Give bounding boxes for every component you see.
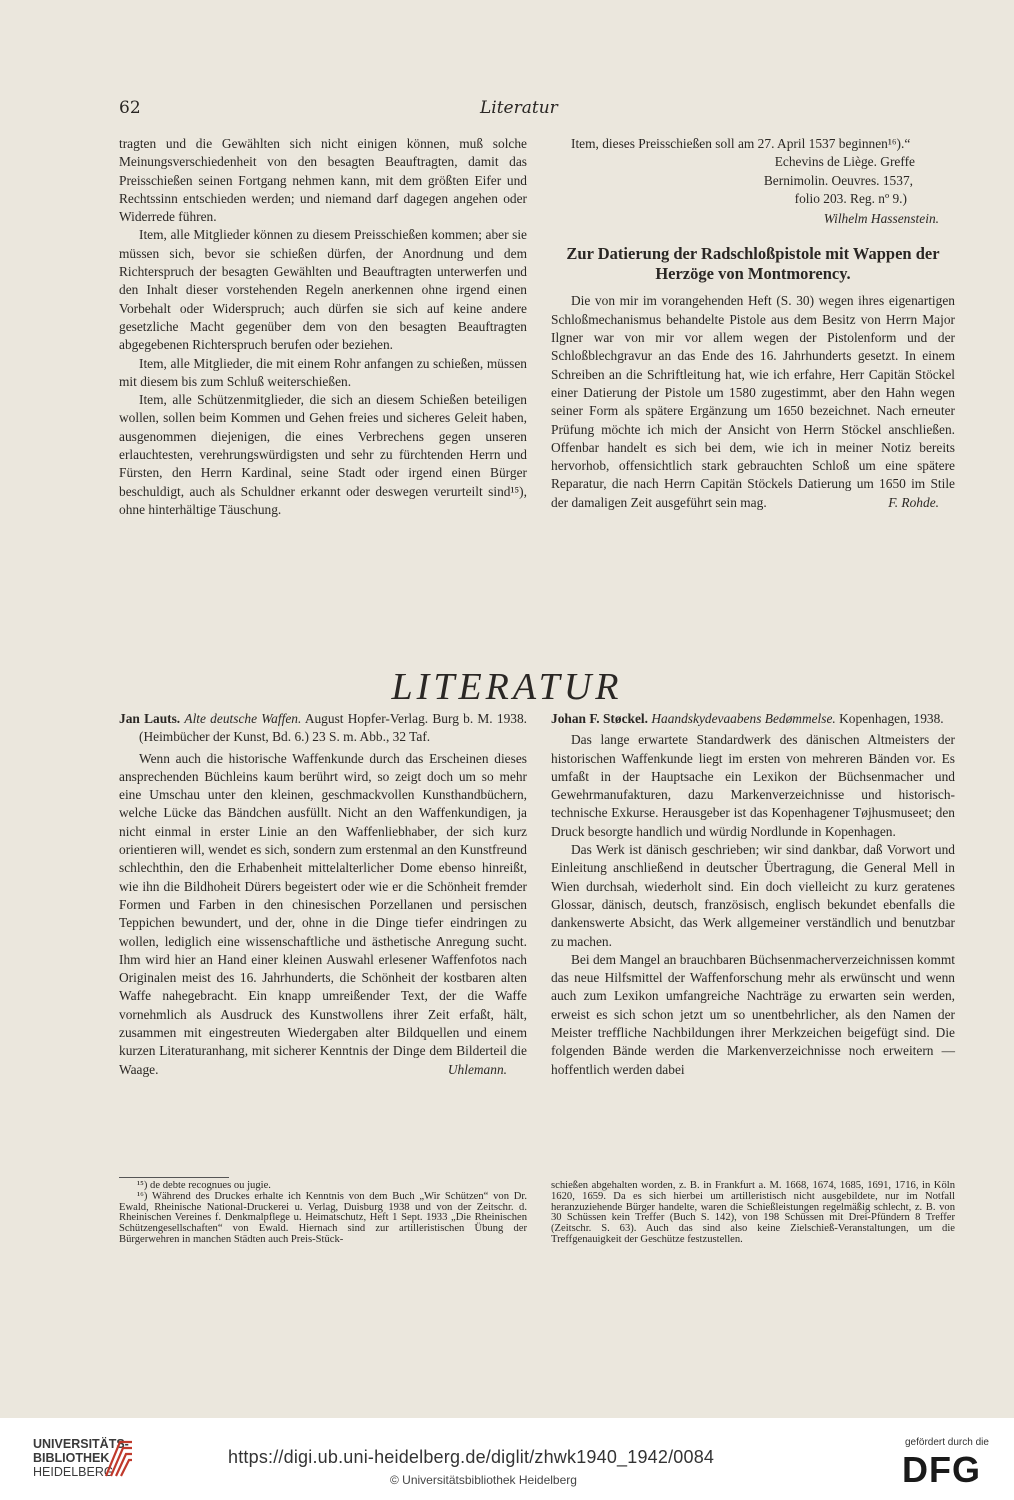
review-biblio: Kopenhagen, 1938. — [839, 711, 944, 726]
source-line: Bernimolin. Oeuvres. 1537, — [763, 172, 913, 188]
permalink[interactable]: https://digi.ub.uni-heidelberg.de/diglit/zhwk1940_1942/0084 — [228, 1447, 715, 1467]
review-biblio: August Hopfer-Verlag. Burg b. M. 1938. (Heimbücher der Kunst, Bd. 6.) 23 S. m. Abb., 32 Taf. — [139, 711, 528, 745]
section-title: LITERATUR — [391, 666, 623, 708]
copyright-notice: © Universitätsbibliothek Heidelberg — [390, 1473, 577, 1487]
footnotes-left — [119, 1181, 527, 1246]
footnote: ¹⁵) de debte recognues ou jugie. — [137, 1180, 271, 1191]
footnote: schießen abgehalten worden, z. B. in Frankfurt a. M. 1668, 1674, 1685, 1691, 1716, in Köln 1620, 1659. Da es sich hierbei um artilleristisch nicht ausgebildete, nur im Notfall heranzuziehende Bürger handelte, waren die Schießleistungen regelmäßig schlecht, z. B. von 30 Schüssen kein Treffer (Buch S. 142), von 198 Schüssen mit Drei-Pfündern 8 Treffer (Zeitschr. S. 63). Auch das sind also keine Zielschieß-Veranstaltungen, um die Treffgenauigkeit der Geschütze festzustellen. — [551, 1180, 955, 1245]
funding-label: gefördert durch die — [905, 1437, 989, 1448]
article-heading: Zur Datierung der Radschloßpistole mit Wappen der Herzöge von Montmorency. — [566, 244, 940, 284]
logo-line: UNIVERSITÄTS- — [33, 1437, 129, 1451]
paragraph: Item, alle Schützenmitglieder, die sich an diesem Schießen beteiligen wollen, sollen beim Kommen und Gehen freies und sicheres Geleit haben, ausgenommen diejenigen, die eines Verbrechens gegen unseren erlauchtesten, verehrungswürdigsten und sehr zu fürchtenden Herrn und Fürsten, den Herrn Kardinal, seine Stadt oder irgend einen Bürger beschuldigt, auch als Schuldner erkannt oder deswegen verurteilt sind¹⁵), ohne hinterhältige Täuschung. — [119, 392, 527, 517]
column-right-top — [551, 135, 955, 512]
footnotes-right — [551, 1181, 955, 1246]
running-head: Literatur — [480, 98, 558, 118]
footnote: ¹⁶) Während des Druckes erhalte ich Kenntnis von dem Buch „Wir Schützen“ von Dr. Ewald, Rheinische National-Druckerei u. Verlag, Duisburg 1938 und von der Zeitschr. d. Rheinischen Vereines f. Denkmalpflege u. Heimatschutz, Heft 1 Sept. 1933 „Die Rheinischen Schützengesellschaften“ von Ewald. Hiernach sind zur artilleristischen Übung der Bürgerwehren in manchen Städten auch Preis-Stück- — [119, 1190, 527, 1245]
paragraph: tragten und die Gewählten sich nicht einigen können, muß solche Meinungsverschiedenheit von den besagten Beauftragten, damit das Preisschießen seinen Fortgang nehmen kann, mit dem größten Eifer und Rechtssinn entschieden werden; und niemand darf dagegen angehen oder Widerrede führen. — [119, 136, 527, 225]
paragraph: Item, alle Mitglieder, die mit einem Rohr anfangen zu schießen, müssen mit diesem bis zum Schluß weiterschießen. — [119, 355, 527, 389]
source-line: folio 203. Reg. nº 9.) — [794, 190, 907, 206]
signature: Wilhelm Hassenstein. — [823, 211, 939, 227]
review-citation — [551, 710, 955, 728]
footnote-rule — [119, 1177, 229, 1178]
paragraph: Item, dieses Preisschießen soll am 27. April 1537 beginnen¹⁶).“ — [571, 136, 911, 151]
review-title: Haandskydevaabens Bedømmelse. — [651, 711, 836, 726]
column-left-bottom — [119, 710, 527, 1079]
review-title: Alte deutsche Waffen. — [184, 711, 302, 726]
paragraph-text: Die von mir im vorangehenden Heft (S. 30) wegen ihres eigenartigen Schloßmechanismus behandelte Pistole aus dem Besitz von Herrn Major Ilgner war von mir vor allem wegen der Pistolenform und der Schloßblechgravur an das Ende des 16. Jahrhunderts gesetzt. In einem Schreiben an die Schriftleitung hat, wie ich erfahre, Herr Capitän Stöckel einer Datierung der Pistole um 1580 zugestimmt, aber den Hahn wegen seiner Form als spätere Ergänzung um 1650 bezeichnet. Nach erneuter Prüfung möchte ich mich der Ansicht von Herrn Stöckel anschließen. Offenbar handelt es sich bei dem, wie ich in meiner Notiz bereits hervorhob, offensichtlich stark gebrauchten Schloß um eine spätere Reparatur, die nach Herrn Capitän Stöckels Datierung um 1650 im Stile der damaligen Zeit ausgeführt sein mag. — [551, 293, 955, 510]
library-emblem-icon — [102, 1436, 136, 1480]
paragraph: Das Werk ist dänisch geschrieben; wir sind dankbar, daß Vorwort und Einleitung anschließend in deutscher Übertragung, die General Mell in Wien durchsah, wiederholt sind. Ein doch vielleicht zu kurz geratenes Glossar, dänisch, deutsch, französisch, englisch bekundet ebenfalls die dankenswerte Absicht, das Werk allgemeiner verständlich und benutzbar zu machen. — [551, 842, 955, 949]
paragraph — [551, 292, 955, 512]
paragraph-text: Wenn auch die historische Waffenkunde durch das Erscheinen dieses ansprechenden Büchleins kaum berührt wird, so zeigt doch um so mehr eine Umschau unter den kleinen, geschmackvollen Kunsthandbüchern, welche Lücke das Bändchen ausfüllt. Nicht an den Waffenkundigen, ja nicht einmal in erster Linie an den Waffenliebhaber, der sich kurz orientieren will, wendet es sich, sondern zum erstenmal an den Kunstfreund schlechthin, den die Erhabenheit mittelalterlicher Dome ebenso hinreißt, wie ihn die Bildhoheit Dürers begeistert oder wie er die Schönheit fremder Formen und Farben in den chinesischen Porzellanen und persischen Teppichen bewundert, und der, ohne in die Dinge tiefer eindringen zu wollen, lediglich eine wissenschaftliche und ästhetische Anregung sucht. Ihm wird hier an Hand einer kleinen Auswahl erlesener Waffenfotos nach Originalen meist des 16. Jahrhunderts, die Schönheit der kostbaren alten Waffe nahegebracht. Ein knapp umreißender Text, der die Waffe vornehmlich als Ausdruck des Kunstwollens ihrer Zeit erfaßt, hält, zusammen mit eingestreuten Wiedergaben alter Bildquellen und einem kurzen Literaturanhang, mit sicherer Kenntnis der Dinge dem Bilderteil die Waage. — [119, 750, 527, 1077]
logo-line: HEIDELBERG — [33, 1465, 114, 1479]
source-line: Echevins de Liège. Greffe — [774, 154, 915, 170]
signature: F. Rohde. — [888, 494, 939, 510]
paragraph: Das lange erwartete Standardwerk des dänischen Altmeisters der historischen Waffenkunde liegt im ersten von mehreren Bänden vor. Es umfaßt in der Hauptsache ein Lexikon der Büchsenmacher und Gewehrmanufakturen, dazu Markenverzeichnisse und historisch-technische Exkurse. Herausgeber ist das Kopenhagener Tøjhusmuseet; den Druck besorgte handlich und würdig Nordlunde in Kopenhagen. — [551, 732, 955, 839]
review-author: Jan Lauts. — [119, 711, 181, 726]
dfg-logo[interactable]: DFG — [902, 1449, 981, 1490]
column-right-bottom — [551, 710, 955, 1079]
paragraph: Item, alle Mitglieder können zu diesem Preisschießen kommen; aber sie müssen sich, bevor sie schießen dürfen, der Anordnung und dem Richterspruch der besagten Gewählten und Beauftragten unterwerfen und den Inhalt dieser vorstehenden Regeln anerkennen ohne irgend einen Vorbehalt oder Widerspruch; auch dürfen sie sich auf keine andere gesetzliche Macht gegenüber dem von den besagten Beauftragten abgegebenen Richterspruch berufen oder beziehen. — [119, 227, 527, 353]
column-left-top — [119, 135, 527, 519]
page-number: 62 — [119, 98, 141, 118]
review-citation — [119, 710, 527, 747]
paragraph — [119, 750, 527, 1079]
paragraph: Bei dem Mangel an brauchbaren Büchsenmacherverzeichnissen kommt das neue Hilfsmittel der Waffenforschung mehr als erwünscht und wenn auch zum Lexikon umfangreiche Nachträge zu erwarten sein werden, erweist es sich schon jetzt um so unentbehrlicher, als den Namen der Meister treffliche Nachbildungen ihrer Merkzeichen beigefügt sind. Die folgenden Bände werden die Markenverzeichnisse noch erweitern — hoffentlich werden dabei — [551, 951, 955, 1077]
signature: Uhlemann. — [447, 1061, 507, 1077]
logo-line: BIBLIOTHEK — [33, 1451, 110, 1465]
review-author: Johan F. Støckel. — [551, 711, 648, 726]
